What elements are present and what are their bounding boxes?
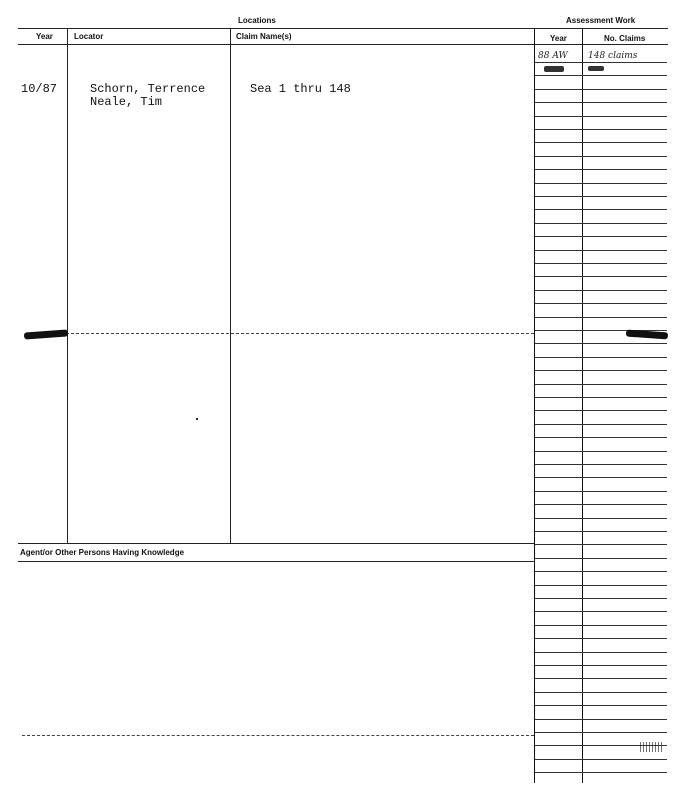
assessment-row-line <box>535 437 667 438</box>
year-locator-divider <box>67 28 68 543</box>
agent-section-top-rule <box>18 543 534 544</box>
assessment-row-line <box>535 464 667 465</box>
year-column-header: Year <box>36 32 53 41</box>
assessment-row-line <box>535 611 667 612</box>
assessment-row-line <box>535 598 667 599</box>
no-claims-column-header: No. Claims <box>604 34 646 43</box>
assessment-row-line <box>535 410 667 411</box>
assessment-row-line <box>535 531 667 532</box>
bottom-dashed-line <box>22 735 534 736</box>
assessment-row-line <box>535 518 667 519</box>
assessment-row-line <box>535 625 667 626</box>
locations-header: Locations <box>238 16 276 25</box>
assessment-row-line <box>535 397 667 398</box>
assessment-row-line <box>535 772 667 773</box>
assessment-row-line <box>535 116 667 117</box>
agent-section-bottom-rule <box>18 561 534 562</box>
assessment-row-line <box>535 156 667 157</box>
assessment-row-line <box>535 759 667 760</box>
assessment-row-line <box>535 558 667 559</box>
assessment-row-line <box>535 276 667 277</box>
scan-noise <box>640 742 662 752</box>
assessment-row-line <box>535 585 667 586</box>
assessment-work-header: Assessment Work <box>566 16 636 25</box>
header-bottom-rule <box>18 44 668 45</box>
claim-names-column-header: Claim Name(s) <box>236 32 292 41</box>
assessment-row-line <box>535 223 667 224</box>
assessment-row-line <box>535 491 667 492</box>
assessment-row-line <box>535 62 667 63</box>
locator-name-2: Neale, Tim <box>90 95 163 109</box>
mid-dashed-line <box>66 333 534 334</box>
assessment-row-line <box>535 209 667 210</box>
marker-mark-left <box>24 329 68 339</box>
assessment-row-line <box>535 370 667 371</box>
assessment-row-line <box>535 303 667 304</box>
assessment-row-line <box>535 477 667 478</box>
record-year: 10/87 <box>21 82 58 96</box>
header-top-rule <box>18 28 668 29</box>
assessment-row-line <box>535 504 667 505</box>
assessment-row-line <box>535 692 667 693</box>
assessment-row-line <box>535 129 667 130</box>
assessment-row-line <box>535 652 667 653</box>
assessment-row-line <box>535 665 667 666</box>
assessment-row-line <box>535 89 667 90</box>
assessment-row-line <box>535 544 667 545</box>
assessment-row-line <box>535 263 667 264</box>
assessment-row-line <box>535 169 667 170</box>
assessment-row-line <box>535 75 667 76</box>
handwritten-scribble <box>588 66 604 71</box>
assessment-row-line <box>535 196 667 197</box>
assessment-row-line <box>535 317 667 318</box>
assessment-row-line <box>535 250 667 251</box>
assessment-row-line <box>535 678 667 679</box>
assessment-row-line <box>535 571 667 572</box>
stray-dot <box>196 418 198 420</box>
aw-year-column-header: Year <box>550 34 567 43</box>
assessment-row-line <box>535 732 667 733</box>
assessment-row-line <box>535 290 667 291</box>
assessment-row-line <box>535 451 667 452</box>
assessment-row-line <box>535 142 667 143</box>
aw-claims-entry: 148 claims <box>588 51 638 61</box>
assessment-row-line <box>535 705 667 706</box>
locator-name-1: Schorn, Terrence <box>90 82 206 96</box>
marker-mark-right <box>626 330 668 340</box>
assessment-row-line <box>535 638 667 639</box>
assessment-row-line <box>535 384 667 385</box>
agent-section-label: Agent/or Other Persons Having Knowledge <box>20 548 185 557</box>
assessment-row-line <box>535 183 667 184</box>
assessment-row-line <box>535 343 667 344</box>
assessment-row-line <box>535 102 667 103</box>
assessment-row-line <box>535 424 667 425</box>
assessment-row-line <box>535 719 667 720</box>
locator-column-header: Locator <box>74 32 104 41</box>
locator-claim-divider <box>230 28 231 543</box>
handwritten-scribble <box>544 66 564 72</box>
assessment-row-line <box>535 357 667 358</box>
assessment-row-line <box>535 236 667 237</box>
aw-year-entry: 88 AW <box>538 51 568 61</box>
claim-name: Sea 1 thru 148 <box>250 82 351 96</box>
